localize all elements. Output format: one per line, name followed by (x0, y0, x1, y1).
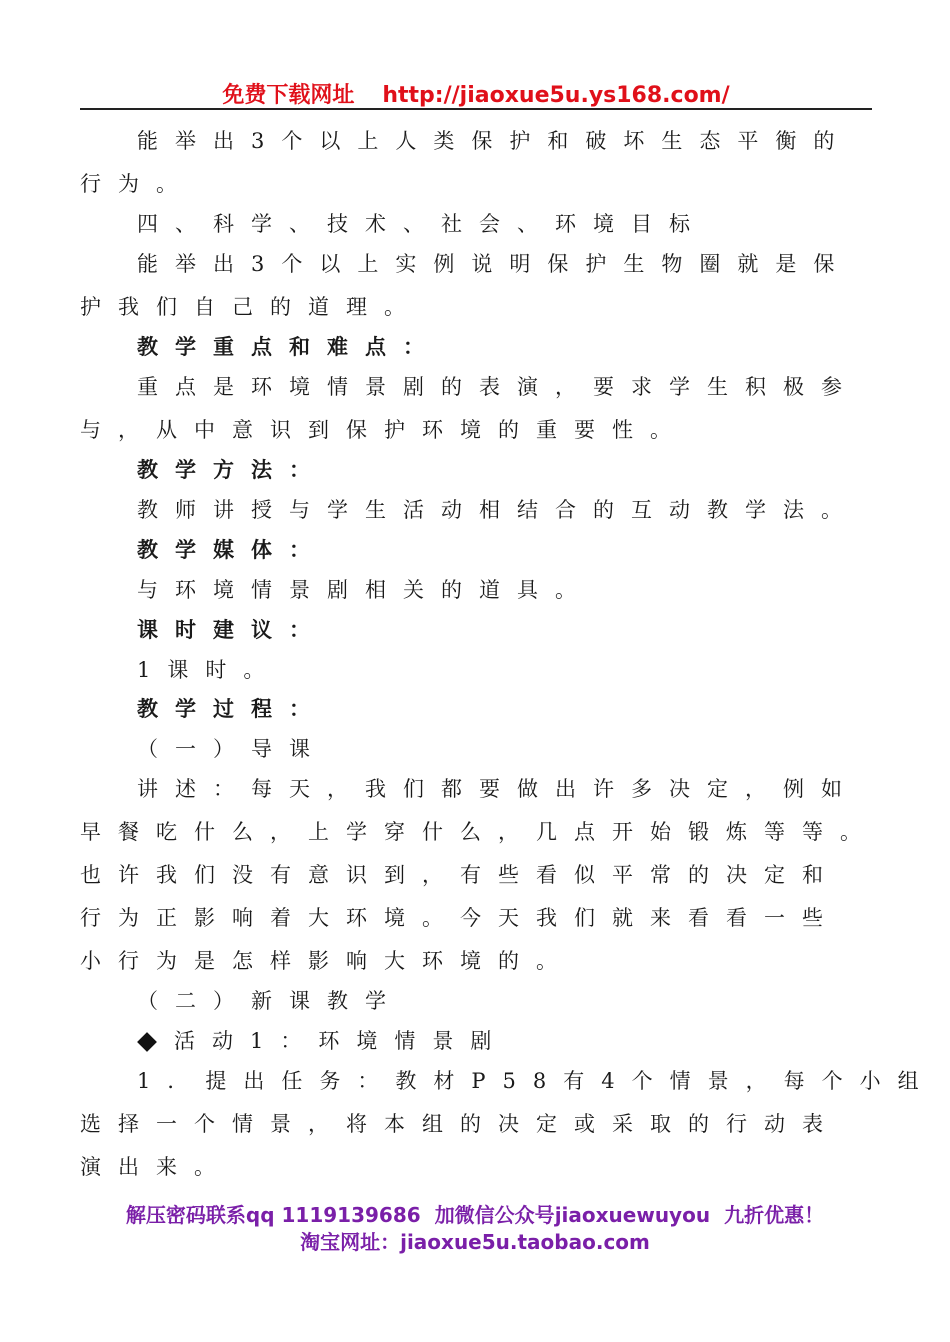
text-line: 与，从中意识到保护环境的重要性。 (80, 418, 688, 442)
footer-text: 淘宝网址： (300, 1230, 401, 1254)
text-line: 也许我们没有意识到，有些看似平常的决定和 (80, 863, 840, 887)
text-line: 重点是环境情景剧的表演，要求学生积极参 (137, 375, 859, 399)
bold-heading-hours: 课时建议： (137, 617, 327, 642)
footer-line-2 (0, 1226, 950, 1255)
text-line: 小行为是怎样影响大环境的。 (80, 949, 574, 973)
text-line: 与环境情景剧相关的道具。 (137, 578, 593, 602)
text-line: 选择一个情景，将本组的决定或采取的行动表 (80, 1112, 840, 1136)
text-line: 行为正影响着大环境。今天我们就来看看一些 (80, 906, 840, 930)
diamond-bullet-icon (137, 1032, 157, 1052)
footer-qq: qq 1119139686 (245, 1203, 421, 1227)
text-line: 能举出3个以上实例说明保护生物圈就是保 (137, 252, 852, 276)
section-heading: 四、科学、技术、社会、环境目标 (137, 212, 707, 236)
subsection-heading: （一）导课 (137, 737, 327, 761)
text-line: 护我们自己的道理。 (80, 295, 422, 319)
footer-taobao-link[interactable]: jiaoxue5u.taobao.com (400, 1230, 650, 1254)
text-line: 演出来。 (80, 1155, 232, 1179)
page-header (80, 78, 872, 109)
header-label: 免费下载网址 (222, 83, 355, 108)
bold-heading-method: 教学方法： (137, 457, 327, 482)
text-line: 行为。 (80, 172, 194, 196)
bold-heading-key-points: 教学重点和难点： (137, 334, 441, 359)
footer-text: 解压密码联系 (125, 1203, 246, 1227)
activity-heading (137, 1025, 508, 1055)
text-line: 1课时。 (137, 658, 282, 682)
text-line: 1．提出任务：教材P58有4个情景，每个小组 (137, 1069, 936, 1093)
text-line: 讲述：每天，我们都要做出许多决定，例如 (137, 777, 859, 801)
header-divider (80, 108, 872, 110)
text-line: 教师讲授与学生活动相结合的互动教学法。 (137, 498, 859, 522)
footer-text: 加微信公众号 (434, 1203, 555, 1227)
activity-title: 活动1：环境情景剧 (174, 1029, 509, 1053)
header-url-link[interactable]: http://jiaoxue5u.ys168.com/ (382, 83, 730, 108)
footer-wechat: jiaoxuewuyou (554, 1203, 711, 1227)
text-line: 早餐吃什么，上学穿什么，几点开始锻炼等等。 (80, 820, 878, 844)
bold-heading-process: 教学过程： (137, 696, 327, 721)
bold-heading-media: 教学媒体： (137, 537, 327, 562)
footer-line-1 (0, 1199, 950, 1228)
footer-text: 九折优惠！ (724, 1203, 825, 1227)
subsection-heading: （二）新课教学 (137, 989, 403, 1013)
text-line: 能举出3个以上人类保护和破坏生态平衡的 (137, 129, 852, 153)
